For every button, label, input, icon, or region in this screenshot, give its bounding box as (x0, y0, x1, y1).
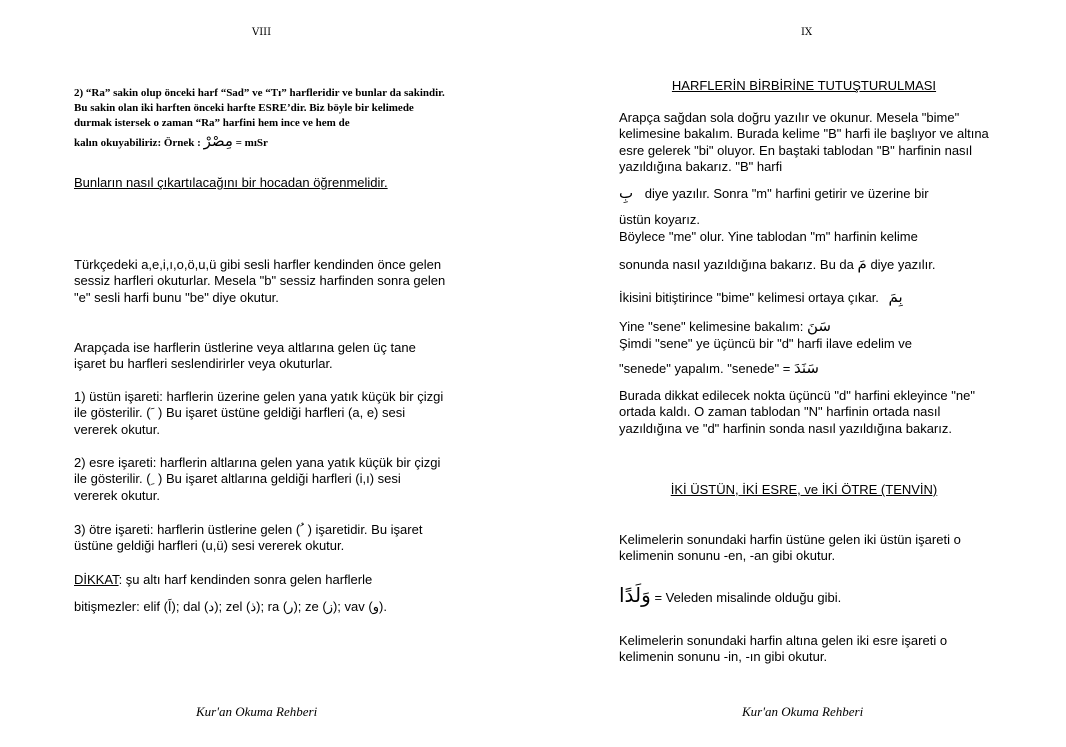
veleden-example (619, 583, 842, 607)
sene-arabic: سَنَ (806, 317, 831, 335)
b-letter-arabic: بِ (619, 184, 634, 202)
ustun-paragraph: 1) üstün işareti: harflerin üzerine gelen yana yatık küçük bir çizgi ile gösterilir. ( َ ) Bu işaret üstüne geldiği harfleri (a, e) sesi vererek okutur. (74, 389, 444, 437)
ustun-koyariz: üstün koyarız. (619, 212, 700, 227)
middle-letter-paragraph: Burada dikkat edilecek nokta üçüncü "d" harfini ekleyince "ne" ortada kaldı. O zaman tablodan "N" harfinin ortada nasıl yazıldığına ve "d" harfinin sonda nasıl yazıldığına bakarız. (619, 388, 975, 436)
page-footer: Kur'an Okuma Rehberi (196, 704, 318, 719)
senede-text: "senede" yapalım. "senede" = (619, 361, 791, 376)
veleden-arabic: وَلَدًا (619, 583, 651, 607)
veleden-text: = Veleden misalinde olduğu gibi. (654, 590, 842, 605)
dikkat-line (74, 572, 454, 588)
dikkat-text: : şu altı harf kendinden sonra gelen harflerle (118, 572, 373, 587)
joining-paragraph: Arapça sağdan sola doğru yazılır ve okunur. Mesela "bime" kelimesine bakalım. Burada kelime "B" harfi ile başlıyor ve altına esre gelerek "bi" oluyor. En baştaki tablodan "B" harfinin nasıl yazıldığına bakarız. "B" harfi (619, 110, 989, 175)
sene-line (619, 318, 831, 335)
section-heading-joining: HARFLERİN BİRBİRİNE TUTUŞTURULMASI (671, 78, 937, 93)
senede-line (619, 360, 819, 377)
hoca-note: Bunların nasıl çıkartılacağını bir hocadan öğrenmelidir. (74, 175, 388, 190)
m-ending-text: sonunda nasıl yazıldığına bakarız. Bu da (619, 257, 854, 272)
ra-example-arabic: مِصْرْ (203, 132, 233, 150)
right-page (533, 0, 1066, 747)
page-number: IX (801, 27, 813, 38)
iki-ustun-paragraph: Kelimelerin sonundaki harfin üstüne gelen iki üstün işareti o kelimenin sonunu -en, -an gibi okutur. (619, 532, 961, 564)
bime-line (619, 289, 903, 306)
ra-example-line (74, 134, 449, 151)
section-heading-tenvin: İKİ ÜSTÜN, İKİ ESRE, ve İKİ ÖTRE (TENVİN) (670, 482, 938, 497)
m-ending-end: diye yazılır. (870, 257, 936, 272)
arabic-marks-paragraph: Arapçada ise harflerin üstlerine veya altlarına gelen üç tane işaret bu harfleri seslendirirler veya okuturlar. (74, 340, 416, 372)
otre-paragraph: 3) ötre işareti: harflerin üstlerine gelen ( ُ ) işaretidir. Bu işaret üstüne geldiği harfleri (u,ü) sesi vererek okutur. (74, 522, 423, 554)
page-footer: Kur'an Okuma Rehberi (742, 704, 864, 719)
non-joining-letters: bitişmezler: elif (اَ); dal (د); zel (ذ); ra (ر); ze (ز); vav (و). (74, 599, 387, 614)
ra-example-label: kalın okuyabiliriz: Örnek : (74, 137, 201, 149)
ra-rule-paragraph: 2) “Ra” sakin olup önceki harf “Sad” ve “Tı” harfleridir ve bunlar da sakindir. Bu sakin olan iki harften önceki harfte ESRE’dir. Biz böyle bir kelimede durmak istersek o zaman “Ra” harfini hem ince ve hem de (74, 87, 445, 129)
sene-text: Yine "sene" kelimesine bakalım: (619, 319, 804, 334)
page-number: VIII (252, 27, 272, 38)
m-ending-arabic: مَ (857, 255, 867, 273)
b-letter-text: diye yazılır. Sonra "m" harfini getirir ve üzerine bir (644, 186, 929, 201)
bime-arabic: بِمَ (888, 288, 903, 306)
iki-esre-paragraph: Kelimelerin sonundaki harfin altına gelen iki esre işareti o kelimenin sonunu -in, -ın gibi okutur. (619, 633, 948, 665)
me-line: Böylece "me" olur. Yine tablodan "m" harfinin kelime (619, 229, 918, 244)
m-ending-line (619, 256, 935, 273)
dikkat-label: DİKKAT (74, 572, 119, 587)
d-add-line: Şimdi "sene" ye üçüncü bir "d" harfi ilave edelim ve (619, 336, 913, 351)
senede-arabic: سَنَدَ (793, 359, 819, 377)
b-letter-line (619, 185, 999, 202)
esre-paragraph: 2) esre işareti: harflerin altlarına gelen yana yatık küçük bir çizgi ile gösterilir. ( ِ ) Bu işaret altlarına geldiği harfleri (i,ı) sesi vererek okutur. (74, 455, 441, 503)
vowels-paragraph: Türkçedeki a,e,i,ı,o,ö,u,ü gibi sesli harfler kendinden önce gelen sessiz harfleri okuturlar. Mesela "b" sessiz harfinden sonra gelen "e" sesli harfi bunu "be" diye okutur. (74, 257, 446, 305)
bime-text: İkisini bitiştirince "bime" kelimesi ortaya çıkar. (619, 290, 879, 305)
ra-example-transliteration: = mıSr (235, 137, 268, 149)
